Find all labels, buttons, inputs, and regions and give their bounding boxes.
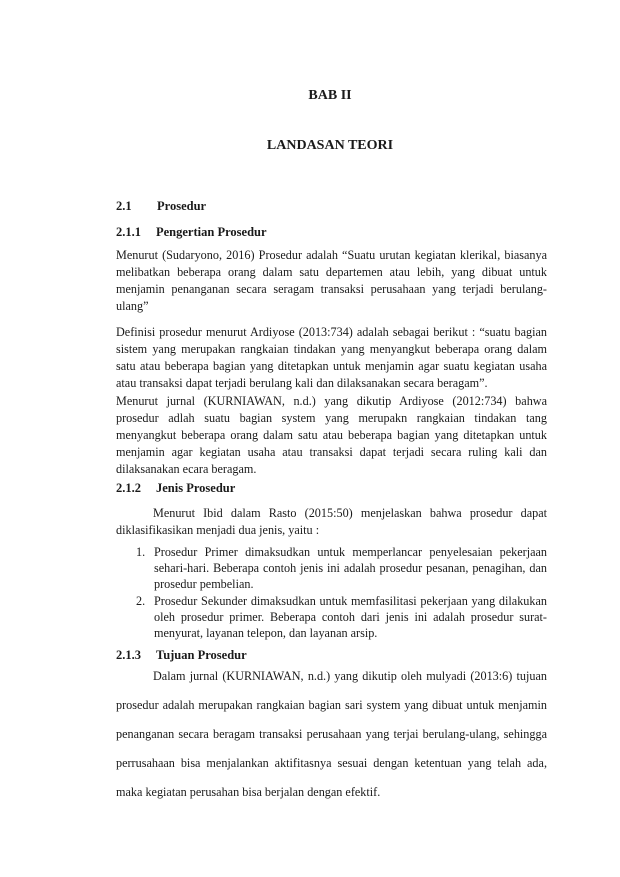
chapter-label: BAB II [308, 88, 352, 103]
list-item [136, 593, 547, 641]
section-title: Tujuan Prosedur [156, 648, 247, 662]
paragraph-pengertian-2: Definisi prosedur menurut Ardiyose (2013:734) adalah sebagai berikut : “suatu bagian sistem yang merupakan rangkaian tindakan yang menyangkut beberapa orang dalam satu atau beberapa bagian yang ditetapkan untuk menjamin agar suatu kegiatan usaha atau transaksi dapat terjadi berulang kali dan dilaksanakan secara beragam”. [116, 325, 547, 390]
list-marker: 1. [136, 545, 146, 559]
section-number: 2.1.3 [116, 648, 141, 662]
list-item [136, 544, 547, 592]
section-number: 2.1.2 [116, 481, 141, 495]
list-item-text: Prosedur Primer dimaksudkan untuk memperlancar penyelesaian pekerjaan sehari-hari. Beberapa contoh jenis ini adalah prosedur pesanan, penagihan, dan prosedur pembelian. [154, 545, 547, 591]
section-number: 2.1.1 [116, 225, 141, 239]
section-title: Prosedur [157, 199, 207, 213]
section-2-1-3-heading [116, 648, 247, 663]
section-title: Pengertian Prosedur [156, 225, 267, 239]
section-2-1-1-heading [116, 225, 267, 240]
paragraph-tujuan: Dalam jurnal (KURNIAWAN, n.d.) yang dikutip oleh mulyadi (2013:6) tujuan prosedur adalah merupakan rangkaian bagian sari system yang dibuat untuk menjamin penanganan secara beragam transaksi perusahaan yang terjai berulang-ulang, sehingga perrusahaan bisa menjalankan aktifitasnya sesuai dengan ketentuan yang telah ada, maka kegiatan perusahan bisa berjalan dengan efektif. [116, 669, 547, 799]
paragraph-pengertian-3: Menurut jurnal (KURNIAWAN, n.d.) yang dikutip Ardiyose (2012:734) bahwa prosedur adlah suatu bagian system yang merupakn rangkaian tindakan tang menyangkut beberapa orang dalam satu atau beberapa bagian yang ditetapkan untuk menjamin agar kegiatan usaha atau transaksi dapat terjadi secara ruling kali dan dilaksanakan ecara beragam. [116, 394, 547, 476]
section-title: Jenis Prosedur [156, 481, 236, 495]
list-marker: 2. [136, 594, 146, 608]
paragraph-pengertian-1: Menurut (Sudaryono, 2016) Prosedur adalah “Suatu urutan kegiatan klerikal, biasanya melibatkan beberapa orang dalam satu departemen atau lebih, yang dibuat untuk menjamin penanganan secara seragam transaksi perusahaan yang terjadi berulang-ulang” [116, 248, 547, 313]
jenis-prosedur-list [136, 544, 547, 642]
list-item-text: Prosedur Sekunder dimaksudkan untuk memfasilitasi pekerjaan yang dilakukan oleh prosedur primer. Beberapa contoh dari jenis ini adalah prosedur surat-menyurat, layanan telepon, dan layanan arsip. [154, 594, 547, 640]
section-number: 2.1 [116, 199, 132, 213]
paragraph-jenis-intro: Menurut Ibid dalam Rasto (2015:50) menjelaskan bahwa prosedur dapat diklasifikasikan menjadi dua jenis, yaitu : [116, 506, 547, 537]
section-2-1-heading [116, 199, 206, 214]
chapter-title: LANDASAN TEORI [266, 138, 394, 153]
section-2-1-2-heading [116, 481, 235, 496]
